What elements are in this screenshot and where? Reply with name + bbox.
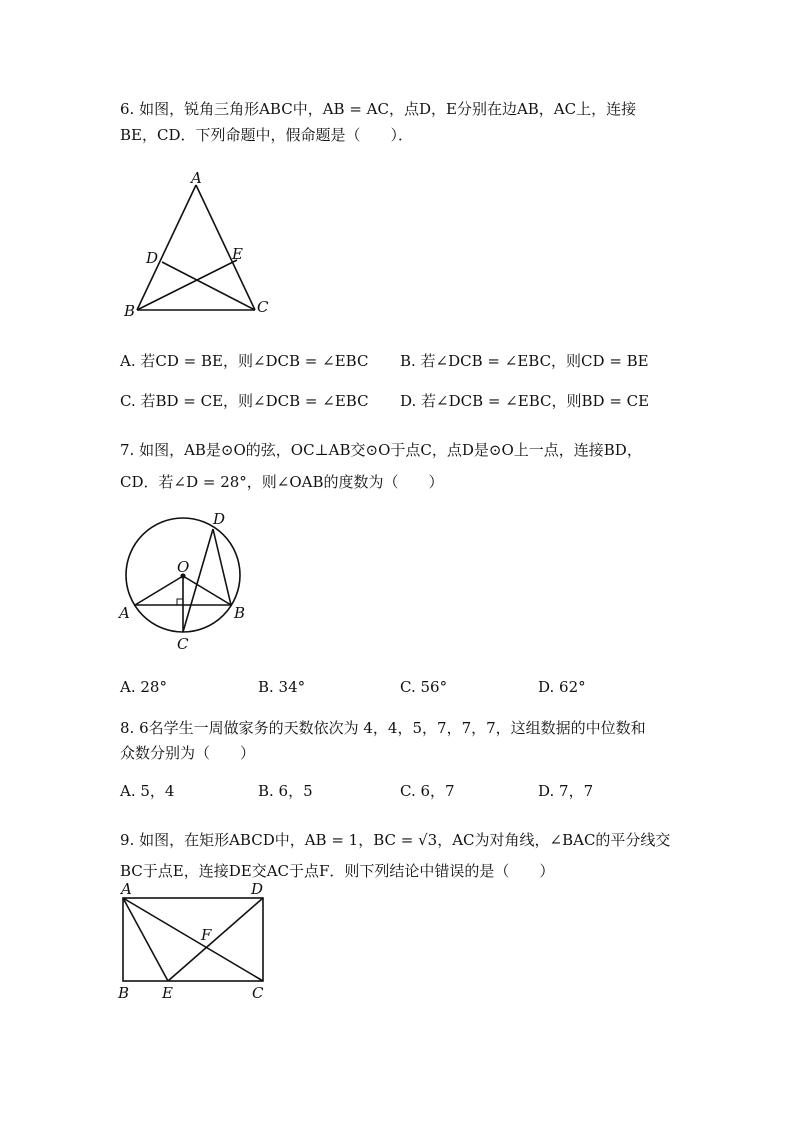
q9-stem-line1: 9. 如图，在矩形ABCD中，AB = 1，BC = √3，AC为对角线，∠BAC的平分线交 xyxy=(120,831,671,849)
q9-label-d: D xyxy=(251,880,264,898)
q7-circle-figure xyxy=(115,510,255,655)
q6-stem-line2: BE，CD．下列命题中，假命题是（ ）． xyxy=(120,126,413,144)
q7-option-b: B. 34° xyxy=(258,678,306,696)
q6-label-d: D xyxy=(146,249,159,267)
q6-option-d: D. 若∠DCB = ∠EBC，则BD = CE xyxy=(400,392,650,410)
q7-label-a: A xyxy=(119,604,130,622)
q6-triangle-figure xyxy=(120,165,290,325)
q6-option-b: B. 若∠DCB = ∠EBC，则CD = BE xyxy=(400,352,649,370)
q7-label-b: B xyxy=(234,604,246,622)
q9-label-f: F xyxy=(201,926,212,944)
q6-side-ab xyxy=(137,185,196,310)
q7-label-o: O xyxy=(177,558,190,576)
q7-segment-oa xyxy=(135,576,183,605)
q6-segment-be xyxy=(137,260,237,310)
q8-option-d: D. 7，7 xyxy=(538,782,594,800)
q6-segment-cd xyxy=(162,262,255,310)
q6-label-a: A xyxy=(191,169,202,187)
q8-stem-line2: 众数分别为（ ） xyxy=(120,744,256,762)
q7-stem-line2: CD．若∠D = 28°，则∠OAB的度数为（ ） xyxy=(120,473,444,491)
q7-segment-ob xyxy=(183,576,231,605)
q9-rectangle-figure xyxy=(115,880,275,1005)
q8-stem-line1: 8. 6名学生一周做家务的天数依次为 4，4，5，7，7，7，这组数据的中位数和 xyxy=(120,719,646,737)
q9-stem-line2: BC于点E，连接DE交AC于点F．则下列结论中错误的是（ ） xyxy=(120,862,555,880)
q9-label-c: C xyxy=(252,984,264,1002)
q9-label-e: E xyxy=(162,984,173,1002)
q7-option-d: D. 62° xyxy=(538,678,586,696)
q7-stem-line1: 7. 如图，AB是⊙O的弦，OC⊥AB交⊙O于点C，点D是⊙O上一点，连接BD， xyxy=(120,441,642,459)
q7-option-a: A. 28° xyxy=(120,678,167,696)
q9-label-a: A xyxy=(121,880,132,898)
q8-option-a: A. 5，4 xyxy=(120,782,175,800)
q8-option-c: C. 6，7 xyxy=(400,782,455,800)
q6-option-c: C. 若BD = CE，则∠DCB = ∠EBC xyxy=(120,392,369,410)
q7-option-c: C. 56° xyxy=(400,678,448,696)
q7-segment-cd xyxy=(183,529,213,632)
q6-side-ac xyxy=(196,185,255,310)
q6-label-c: C xyxy=(257,298,269,316)
q9-diagonal-ac xyxy=(123,898,263,981)
q7-right-angle-mark xyxy=(177,599,183,605)
q7-label-c: C xyxy=(177,635,189,653)
q7-label-d: D xyxy=(213,510,226,528)
q8-option-b: B. 6，5 xyxy=(258,782,313,800)
q6-label-b: B xyxy=(124,302,136,320)
q6-stem-line1: 6. 如图，锐角三角形ABC中，AB = AC，点D，E分别在边AB，AC上，连接 xyxy=(120,100,637,118)
q9-segment-de xyxy=(168,898,263,981)
q6-option-a: A. 若CD = BE，则∠DCB = ∠EBC xyxy=(120,352,369,370)
q9-label-b: B xyxy=(118,984,130,1002)
q6-label-e: E xyxy=(232,245,243,263)
